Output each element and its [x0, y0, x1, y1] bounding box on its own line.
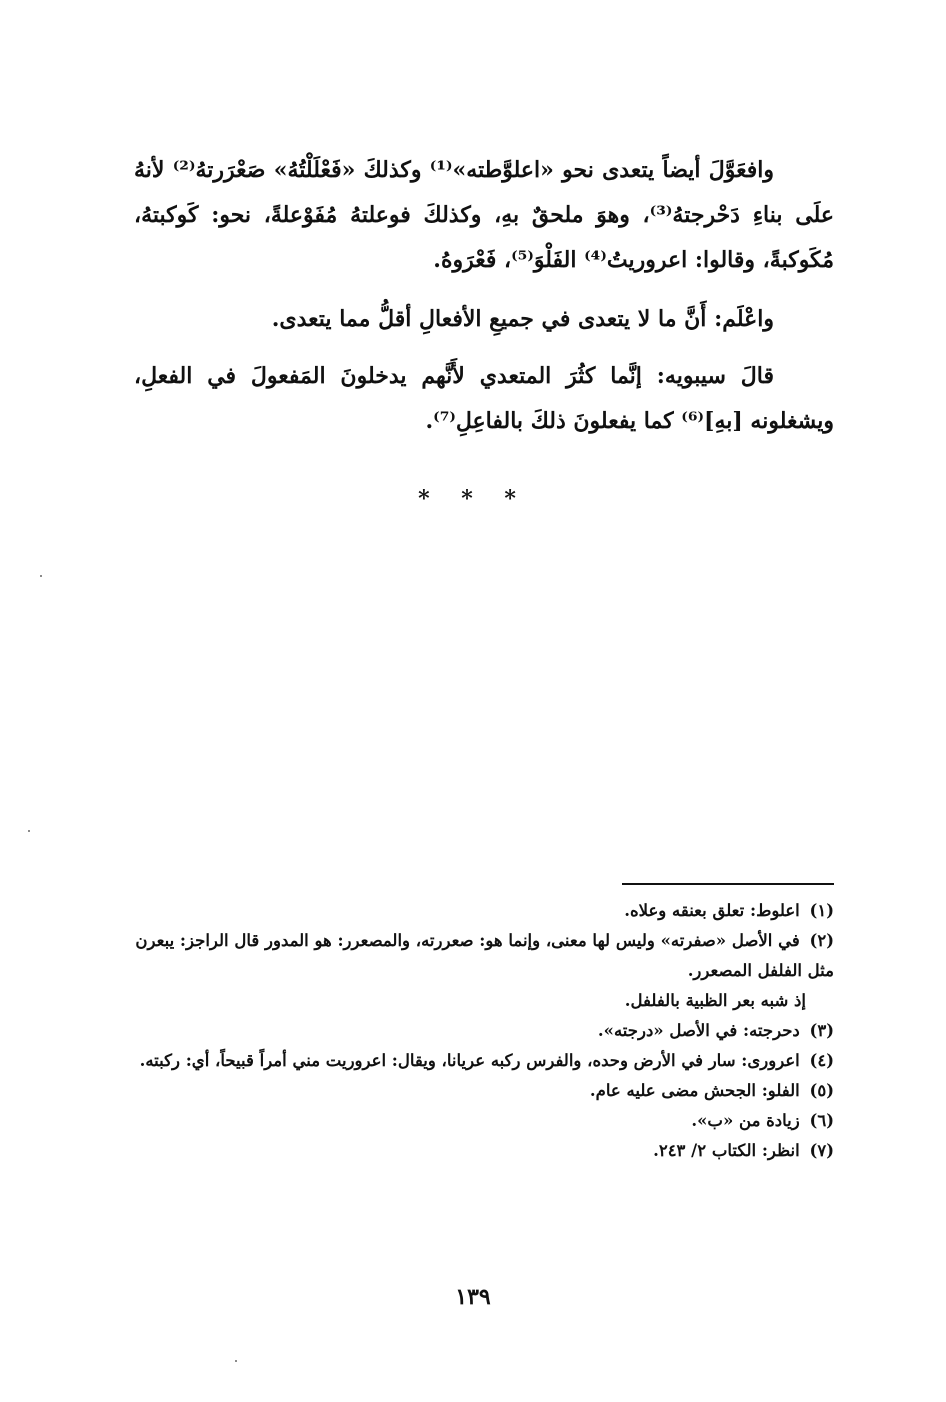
footnotes — [134, 896, 834, 1166]
scan-speck — [235, 1360, 237, 1362]
main-text — [134, 148, 834, 456]
paragraph-3: قالَ سيبويه: إنَّما كثُرَ المتعدي لأَنَّهم يدخلونَ المَفعولَ في الفعلِ، ويشغلونه [بهِ]⁽⁶⁾ كما يفعلونَ ذلكَ بالفاعِلِ⁽⁷⁾. — [134, 363, 834, 434]
footnote-number: (٦) — [809, 1111, 834, 1130]
footnote-2 — [134, 926, 834, 986]
paragraph-2: واعْلَم: أَنَّ ما لا يتعدى في جميعِ الأفعالِ أقلُّ مما يتعدى. — [271, 306, 774, 332]
footnote-1 — [134, 896, 834, 926]
footnote-number: (١) — [809, 901, 834, 920]
footnote-7 — [134, 1136, 834, 1166]
scan-speck — [40, 575, 42, 577]
footnote-text: اعرورى: سار في الأرض وحده، والفرس ركبه عريانا، ويقال: اعروريت مني أمراً قبيحاً، أي: ركبته. — [139, 1051, 800, 1070]
footnote-4 — [134, 1046, 834, 1076]
footnote-number: (٣) — [809, 1021, 834, 1040]
footnote-5 — [134, 1076, 834, 1106]
footnote-number: (٧) — [809, 1141, 834, 1160]
page-number: ١٣٩ — [455, 1284, 491, 1310]
footnote-text: الفلو: الجحش مضى عليه عام. — [589, 1081, 800, 1100]
footnote-text: زيادة من «ب». — [691, 1111, 800, 1130]
footnote-text: اعلوط: تعلق بعنقه وعلاه. — [624, 901, 800, 920]
footnote-number: (٥) — [809, 1081, 834, 1100]
footnote-number: (٤) — [809, 1051, 834, 1070]
footnote-text: انظر: الكتاب ٢/ ٢٤٣. — [653, 1141, 800, 1160]
footnote-2-continuation: إذ شبه بعر الظبية بالفلفل. — [624, 991, 806, 1010]
footnote-text: في الأصل «صفرته» وليس لها معنى، وإنما هو: صعررته، والمصعرر: هو المدور قال الراجز: يبعرن مثل الفلفل المصعرر. — [135, 931, 834, 980]
footnote-rule — [622, 883, 834, 885]
footnote-text: دحرجته: في الأصل «درجته». — [597, 1021, 800, 1040]
footnote-6 — [134, 1106, 834, 1136]
paragraph-1: وافعَوَّلَ أيضاً يتعدى نحو «اعلوَّطته»⁽¹⁾ وكذلكَ «فَعْلَلْتُهُ» صَعْرَرتهُ⁽²⁾ لأنهُ علَى بناءِ دَحْرجتهُ⁽³⁾، وهوَ ملحقٌ بهِ، وكذلكَ فوعلتهُ مُفَوْعلةً، نحو: كَوكبتهُ، مُكَوكبةً، وقالوا: اعروريتُ⁽⁴⁾ الفَلْوَ⁽⁵⁾، فَعْرَوهُ. — [134, 157, 834, 273]
footnote-3 — [134, 1016, 834, 1046]
section-separator: * * * — [418, 486, 528, 512]
scan-speck — [28, 830, 30, 832]
footnote-number: (٢) — [809, 931, 834, 950]
